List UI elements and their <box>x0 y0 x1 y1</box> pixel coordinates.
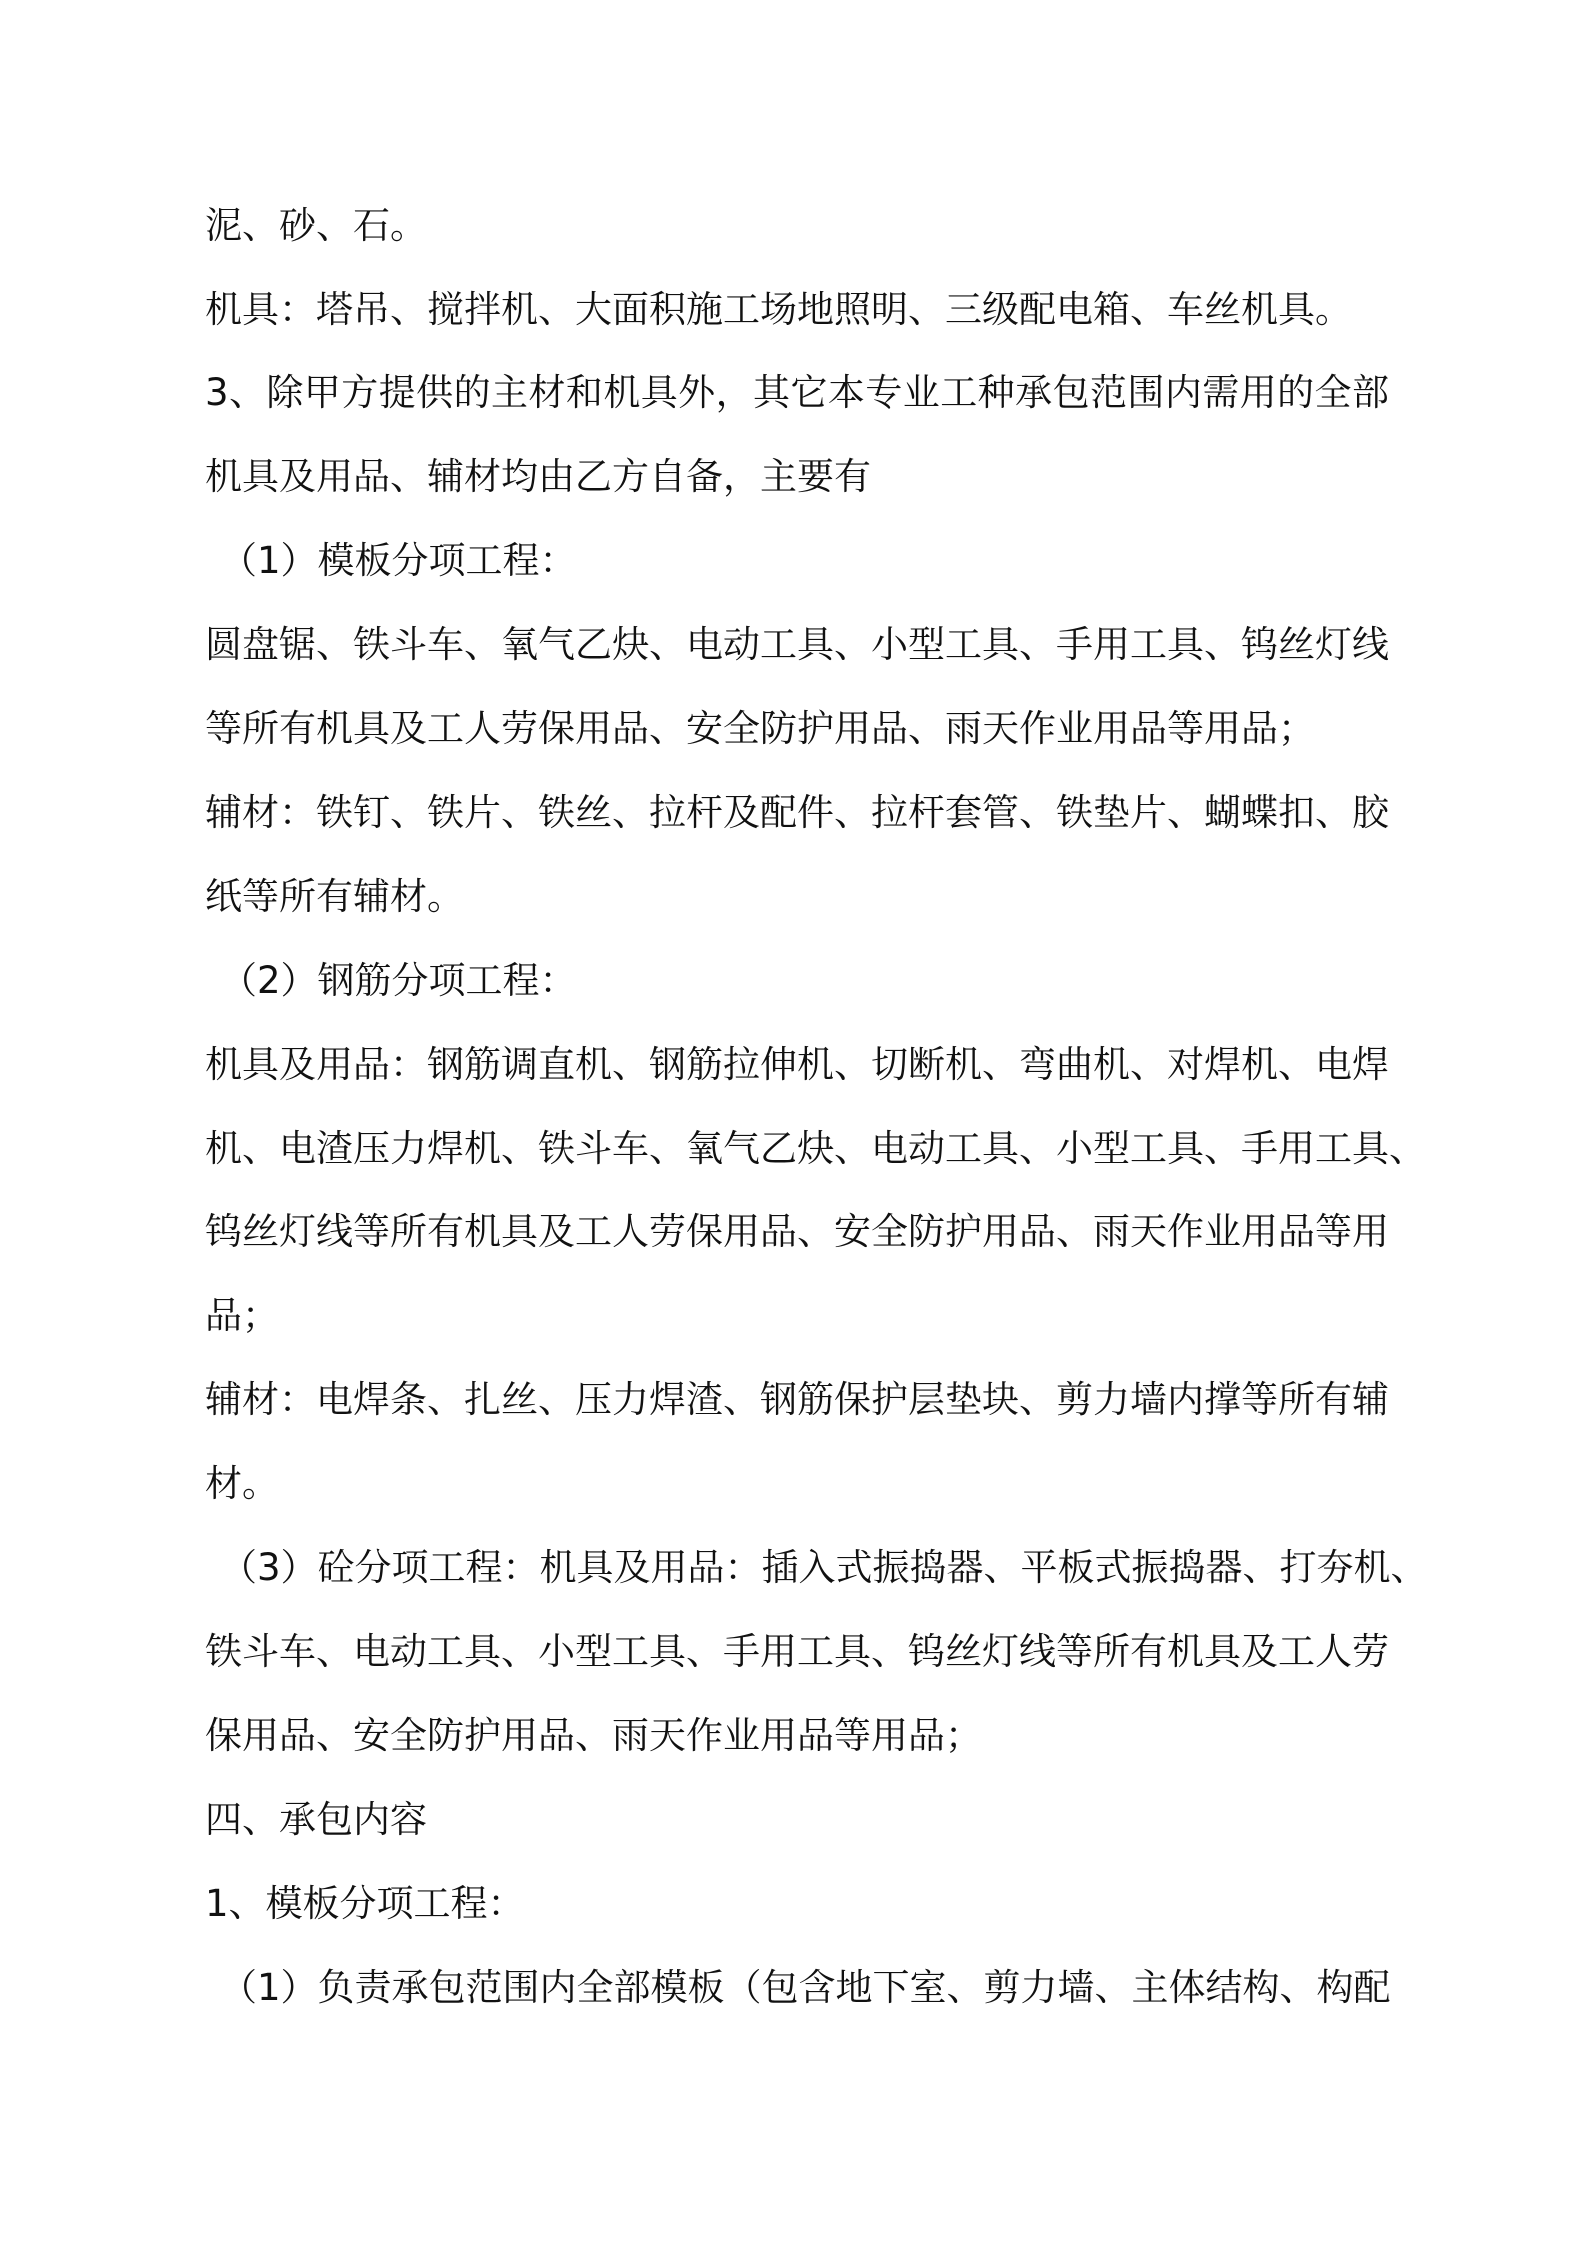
text-line-13: 钨丝灯线等所有机具及工人劳保用品、安全防护用品、雨天作业用品等用 <box>205 1210 1389 1253</box>
section-heading-4: 四、承包内容 <box>205 1798 427 1841</box>
subheading-template-works-1: 1、模板分项工程： <box>205 1882 525 1925</box>
text-line-18: 铁斗车、电动工具、小型工具、手用工具、钨丝灯线等所有机具及工人劳 <box>205 1630 1389 1673</box>
text-line-6: 圆盘锯、铁斗车、氧气乙炔、电动工具、小型工具、手用工具、钨丝灯线 <box>205 623 1389 666</box>
text-line-1: 泥、砂、石。 <box>205 204 427 247</box>
text-line-3: 3、除甲方提供的主材和机具外，其它本专业工种承包范围内需用的全部 <box>205 371 1389 414</box>
subheading-rebar-works: （2）钢筋分项工程： <box>220 959 577 1002</box>
text-line-16: 材。 <box>205 1462 279 1505</box>
subheading-concrete-works: （3）砼分项工程：机具及用品：插入式振捣器、平板式振捣器、打夯机、 <box>220 1546 1428 1589</box>
text-line-14: 品； <box>205 1294 279 1337</box>
text-line-2: 机具：塔吊、搅拌机、大面积施工场地照明、三级配电箱、车丝机具。 <box>205 288 1352 331</box>
text-line-19: 保用品、安全防护用品、雨天作业用品等用品； <box>205 1714 982 1757</box>
text-line-15: 辅材：电焊条、扎丝、压力焊渣、钢筋保护层垫块、剪力墙内撑等所有辅 <box>205 1378 1389 1421</box>
subheading-template-works: （1）模板分项工程： <box>220 539 577 582</box>
text-line-12: 机、电渣压力焊机、铁斗车、氧气乙炔、电动工具、小型工具、手用工具、 <box>205 1127 1426 1170</box>
text-line-9: 纸等所有辅材。 <box>205 875 464 918</box>
text-line-7: 等所有机具及工人劳保用品、安全防护用品、雨天作业用品等用品； <box>205 707 1315 750</box>
text-line-8: 辅材：铁钉、铁片、铁丝、拉杆及配件、拉杆套管、铁垫片、蝴蝶扣、胶 <box>205 791 1389 834</box>
text-line-22: （1）负责承包范围内全部模板（包含地下室、剪力墙、主体结构、构配 <box>220 1966 1391 2009</box>
text-line-11: 机具及用品：钢筋调直机、钢筋拉伸机、切断机、弯曲机、对焊机、电焊 <box>205 1043 1389 1086</box>
text-line-4: 机具及用品、辅材均由乙方自备，主要有 <box>205 455 871 498</box>
